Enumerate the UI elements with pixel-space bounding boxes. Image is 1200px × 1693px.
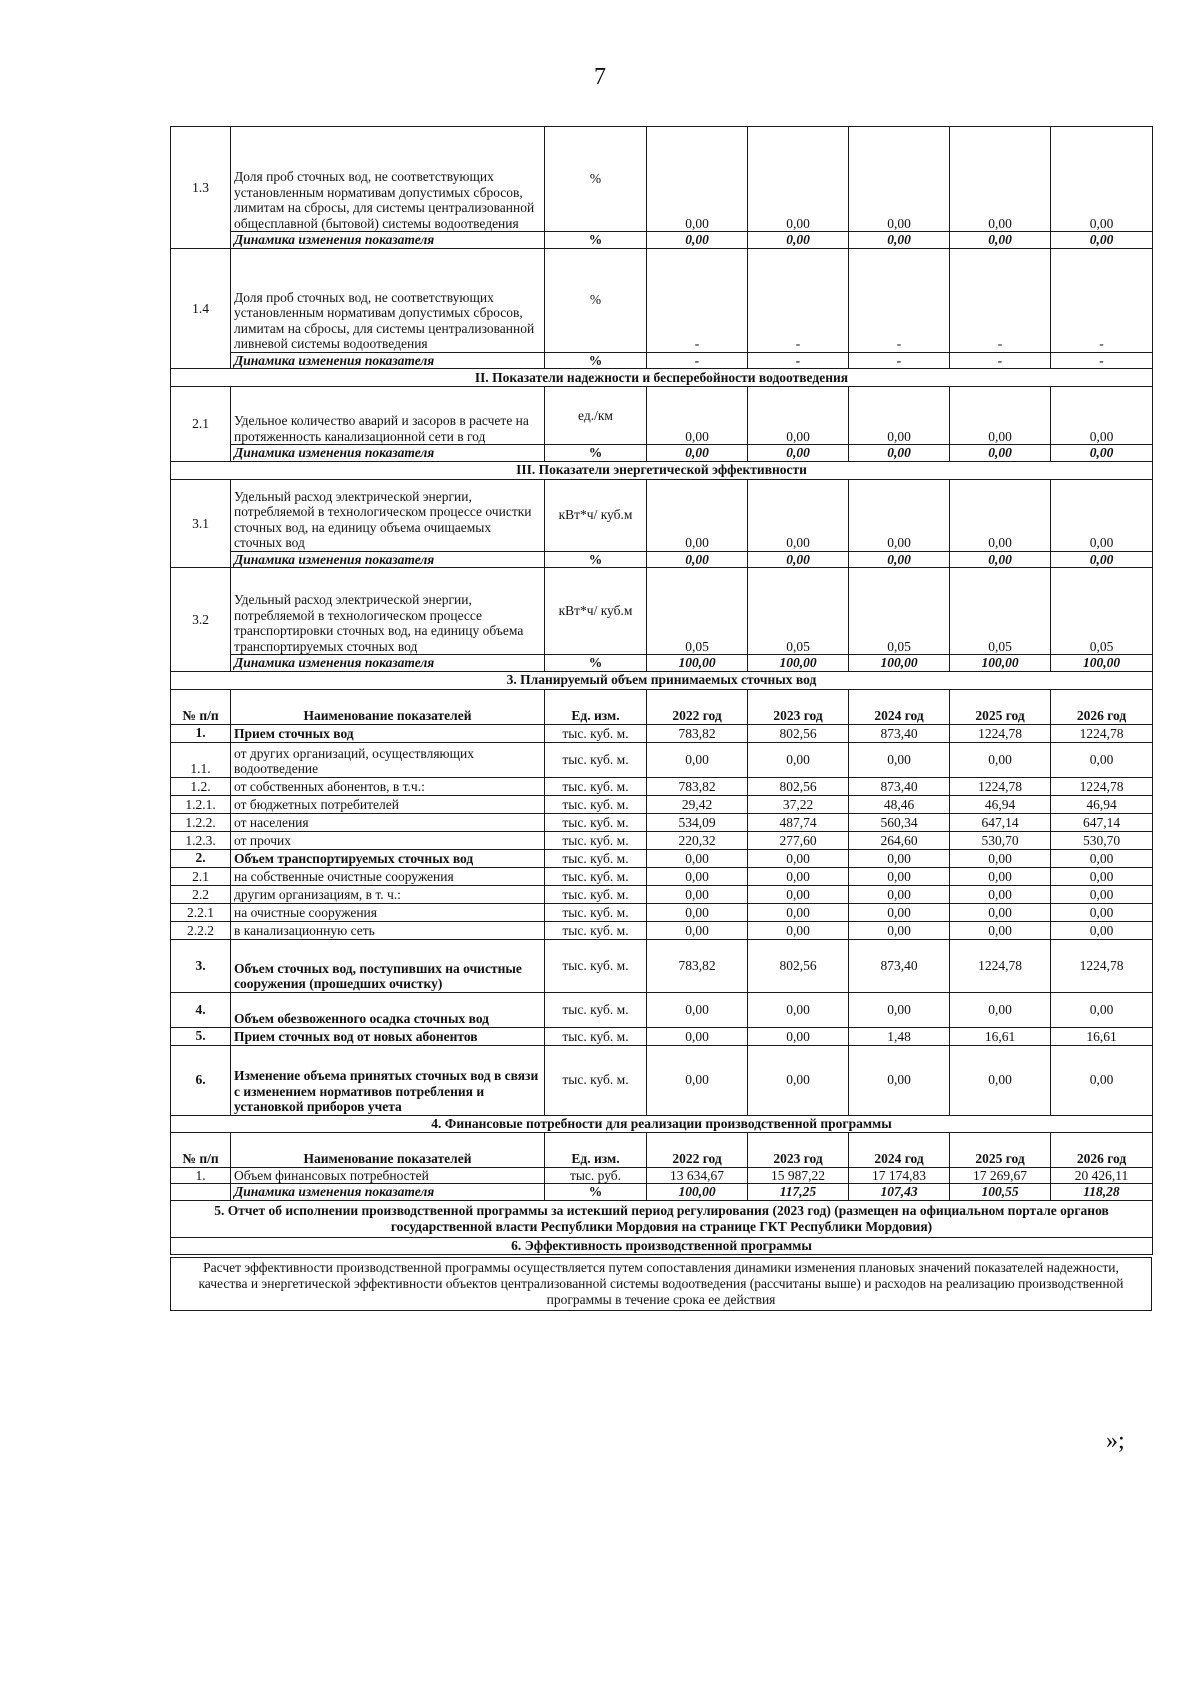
dynamics-value: 0,00 xyxy=(748,445,849,462)
row-value: 0,00 xyxy=(849,885,950,903)
row-value: 0,00 xyxy=(1051,387,1153,445)
row-number: 1.2.2. xyxy=(171,813,231,831)
dynamics-value: 117,25 xyxy=(748,1184,849,1201)
row-value: 0,00 xyxy=(849,742,950,777)
row-value: 1224,78 xyxy=(950,939,1051,992)
dynamics-value: 0,00 xyxy=(1051,445,1153,462)
finance-row xyxy=(171,1167,1153,1184)
dynamics-value: 0,00 xyxy=(647,232,748,249)
row-number: 3. xyxy=(171,939,231,992)
row-value: 0,00 xyxy=(1051,867,1153,885)
row-value: 0,00 xyxy=(950,867,1051,885)
row-number: 6. xyxy=(171,1045,231,1115)
dynamics-value: 0,00 xyxy=(748,232,849,249)
dynamics-row xyxy=(171,655,1153,672)
row-value: 0,00 xyxy=(748,1027,849,1045)
dynamics-value: 100,00 xyxy=(647,655,748,672)
row-value: 16,61 xyxy=(950,1027,1051,1045)
row-value: 20 426,11 xyxy=(1051,1167,1153,1184)
dynamics-value: 100,00 xyxy=(1051,655,1153,672)
row-value: 0,00 xyxy=(849,921,950,939)
row-value: 0,00 xyxy=(950,479,1051,551)
indicator-row xyxy=(171,479,1153,551)
row-label: Доля проб сточных вод, не соответствующих установленным нормативам допустимых сбросов, лимитам на сбросы, для системы централизованной общесплавной (бытовой) системы водоотведения xyxy=(231,127,545,232)
row-unit: тыс. куб. м. xyxy=(545,724,647,742)
row-value: 783,82 xyxy=(647,939,748,992)
volume-row xyxy=(171,939,1153,992)
header-year: 2026 год xyxy=(1051,689,1153,724)
row-value: 17 269,67 xyxy=(950,1167,1051,1184)
row-value: 0,00 xyxy=(950,127,1051,232)
dynamics-value: 0,00 xyxy=(950,232,1051,249)
row-number: 3.1 xyxy=(171,479,231,568)
row-number: 1.2.3. xyxy=(171,831,231,849)
row-value: 0,00 xyxy=(748,921,849,939)
header-no: № п/п xyxy=(171,1132,231,1167)
dynamics-value: 100,55 xyxy=(950,1184,1051,1201)
dynamics-value: - xyxy=(849,352,950,369)
header-year: 2024 год xyxy=(849,689,950,724)
dynamics-row xyxy=(171,352,1153,369)
volume-row xyxy=(171,777,1153,795)
row-unit: тыс. куб. м. xyxy=(545,992,647,1027)
row-value: - xyxy=(1051,248,1153,352)
row-unit: % xyxy=(545,248,647,352)
efficiency-text-box xyxy=(170,1257,1152,1311)
dynamics-value: 0,00 xyxy=(748,551,849,568)
indicator-row xyxy=(171,568,1153,655)
row-unit: ед./км xyxy=(545,387,647,445)
row-value: 0,00 xyxy=(950,992,1051,1027)
row-value: 0,00 xyxy=(748,992,849,1027)
dynamics-value: 100,00 xyxy=(748,655,849,672)
row-unit: тыс. куб. м. xyxy=(545,867,647,885)
row-value: 0,00 xyxy=(748,849,849,867)
row-value: 783,82 xyxy=(647,777,748,795)
row-unit: тыс. куб. м. xyxy=(545,885,647,903)
row-value: 0,00 xyxy=(1051,742,1153,777)
dynamics-value: 100,00 xyxy=(950,655,1051,672)
header-year: 2023 год xyxy=(748,1132,849,1167)
dynamics-label: Динамика изменения показателя xyxy=(231,551,545,568)
row-value: 802,56 xyxy=(748,777,849,795)
dynamics-value: 0,00 xyxy=(1051,232,1153,249)
row-value: 0,00 xyxy=(647,885,748,903)
header-year: 2026 год xyxy=(1051,1132,1153,1167)
row-unit: % xyxy=(545,127,647,232)
dynamics-label: Динамика изменения показателя xyxy=(231,655,545,672)
row-label: другим организациям, в т. ч.: xyxy=(231,885,545,903)
row-value: 0,00 xyxy=(748,742,849,777)
row-value: 0,00 xyxy=(647,742,748,777)
efficiency-text: Расчет эффективности производственной программы осуществляется путем сопоставления динамики изменения плановых значений показателей надежности, качества и энергетической эффективности объектов централизованной системы водоотведения (рассчитаны выше) и расходов на реализацию производственной программы в течение срока ее действия xyxy=(171,1257,1152,1310)
row-value: 0,00 xyxy=(647,479,748,551)
row-unit: тыс. куб. м. xyxy=(545,903,647,921)
header-name: Наименование показателей xyxy=(231,1132,545,1167)
header-unit: Ед. изм. xyxy=(545,1132,647,1167)
row-unit: тыс. руб. xyxy=(545,1167,647,1184)
row-unit: тыс. куб. м. xyxy=(545,831,647,849)
dynamics-value: - xyxy=(647,352,748,369)
row-value: 0,00 xyxy=(849,387,950,445)
row-label: Объем сточных вод, поступивших на очистные сооружения (прошедших очистку) xyxy=(231,939,545,992)
dynamics-value: 0,00 xyxy=(849,445,950,462)
row-label: на очистные сооружения xyxy=(231,903,545,921)
row-value: 0,00 xyxy=(748,387,849,445)
row-value: 0,00 xyxy=(849,903,950,921)
row-value: 0,00 xyxy=(1051,1045,1153,1115)
header-year: 2023 год xyxy=(748,689,849,724)
indicators-table xyxy=(170,126,1153,1255)
row-value: 647,14 xyxy=(950,813,1051,831)
row-value: 0,05 xyxy=(849,568,950,655)
row-label: на собственные очистные сооружения xyxy=(231,867,545,885)
page-number: 7 xyxy=(594,64,606,90)
row-value: 0,00 xyxy=(748,885,849,903)
row-unit: кВт*ч/ куб.м xyxy=(545,479,647,551)
row-value: 0,05 xyxy=(748,568,849,655)
row-value: 647,14 xyxy=(1051,813,1153,831)
section-2-title: II. Показатели надежности и бесперебойности водоотведения xyxy=(171,369,1153,387)
volume-rows xyxy=(171,724,1153,1115)
document-body xyxy=(170,126,1152,1311)
dynamics-value: 0,00 xyxy=(950,445,1051,462)
dynamics-unit: % xyxy=(545,655,647,672)
row-value: 0,00 xyxy=(1051,849,1153,867)
row-unit: тыс. куб. м. xyxy=(545,849,647,867)
row-value: 0,00 xyxy=(647,849,748,867)
row-unit: тыс. куб. м. xyxy=(545,795,647,813)
row-value: 0,00 xyxy=(849,479,950,551)
row-value: 220,32 xyxy=(647,831,748,849)
dynamics-value: 0,00 xyxy=(950,551,1051,568)
section-1-rows xyxy=(171,127,1153,369)
header-unit: Ед. изм. xyxy=(545,689,647,724)
row-value: 0,00 xyxy=(647,387,748,445)
row-value: 0,00 xyxy=(950,387,1051,445)
row-value: 0,00 xyxy=(950,1045,1051,1115)
row-value: 0,00 xyxy=(647,921,748,939)
row-value: 0,00 xyxy=(647,1045,748,1115)
volume-row xyxy=(171,1045,1153,1115)
dynamics-unit: % xyxy=(545,352,647,369)
row-value: 277,60 xyxy=(748,831,849,849)
row-value: 0,00 xyxy=(748,127,849,232)
volume-row xyxy=(171,885,1153,903)
row-label: Удельный расход электрической энергии, потребляемой в технологическом процессе транспортировки сточных вод, на единицу объема транспортируемых сточных вод xyxy=(231,568,545,655)
finance-section-title: 4. Финансовые потребности для реализации производственной программы xyxy=(171,1115,1153,1132)
row-number: 1.2.1. xyxy=(171,795,231,813)
dynamics-row xyxy=(171,232,1153,249)
row-value: 873,40 xyxy=(849,724,950,742)
row-label: Удельное количество аварий и засоров в расчете на протяженность канализационной сети в год xyxy=(231,387,545,445)
row-value: 0,00 xyxy=(950,742,1051,777)
dynamics-value: - xyxy=(950,352,1051,369)
row-label: Объем финансовых потребностей xyxy=(231,1167,545,1184)
dynamics-label: Динамика изменения показателя xyxy=(231,1184,545,1201)
indicator-row xyxy=(171,248,1153,352)
dynamics-value: 100,00 xyxy=(849,655,950,672)
section-3-title: III. Показатели энергетической эффективности xyxy=(171,461,1153,479)
volume-row xyxy=(171,921,1153,939)
row-value: 0,00 xyxy=(748,1045,849,1115)
dynamics-value: 0,00 xyxy=(647,551,748,568)
row-value: - xyxy=(748,248,849,352)
dynamics-unit: % xyxy=(545,551,647,568)
dynamics-label: Динамика изменения показателя xyxy=(231,352,545,369)
row-value: 1224,78 xyxy=(1051,724,1153,742)
header-no: № п/п xyxy=(171,689,231,724)
section-2-rows xyxy=(171,387,1153,462)
row-value: - xyxy=(950,248,1051,352)
volume-row xyxy=(171,903,1153,921)
row-number: 2.2.1 xyxy=(171,903,231,921)
header-name: Наименование показателей xyxy=(231,689,545,724)
row-value: 17 174,83 xyxy=(849,1167,950,1184)
dynamics-value: - xyxy=(1051,352,1153,369)
row-number: 1.1. xyxy=(171,742,231,777)
row-number: 1.4 xyxy=(171,248,231,369)
dynamics-unit: % xyxy=(545,232,647,249)
row-value: 0,00 xyxy=(1051,903,1153,921)
dynamics-label: Динамика изменения показателя xyxy=(231,232,545,249)
row-value: 0,00 xyxy=(849,127,950,232)
row-label: Прием сточных вод xyxy=(231,724,545,742)
row-label: Изменение объема принятых сточных вод в связи с изменением нормативов потребления и установкой приборов учета xyxy=(231,1045,545,1115)
row-value: 0,00 xyxy=(849,867,950,885)
row-label: Прием сточных вод от новых абонентов xyxy=(231,1027,545,1045)
row-value: 0,05 xyxy=(647,568,748,655)
volume-row xyxy=(171,849,1153,867)
row-unit: тыс. куб. м. xyxy=(545,777,647,795)
row-value: 0,00 xyxy=(748,479,849,551)
row-value: 0,00 xyxy=(849,992,950,1027)
row-value: 560,34 xyxy=(849,813,950,831)
row-value: 0,00 xyxy=(1051,992,1153,1027)
row-value: 0,00 xyxy=(1051,885,1153,903)
row-number: 2.1 xyxy=(171,387,231,462)
volume-row xyxy=(171,831,1153,849)
dynamics-value: 107,43 xyxy=(849,1184,950,1201)
row-number: 2.1 xyxy=(171,867,231,885)
row-unit: тыс. куб. м. xyxy=(545,1027,647,1045)
row-number: 3.2 xyxy=(171,568,231,672)
header-year: 2024 год xyxy=(849,1132,950,1167)
header-year: 2022 год xyxy=(647,1132,748,1167)
row-value: 530,70 xyxy=(950,831,1051,849)
finance-dynamics-row xyxy=(171,1184,1153,1201)
row-value: 0,00 xyxy=(748,903,849,921)
dynamics-value: 0,00 xyxy=(647,445,748,462)
row-label: Объем транспортируемых сточных вод xyxy=(231,849,545,867)
row-label: от населения xyxy=(231,813,545,831)
row-value: 534,09 xyxy=(647,813,748,831)
row-value: 873,40 xyxy=(849,939,950,992)
header-year: 2022 год xyxy=(647,689,748,724)
row-value: 783,82 xyxy=(647,724,748,742)
row-unit: тыс. куб. м. xyxy=(545,813,647,831)
dynamics-value: 118,28 xyxy=(1051,1184,1153,1201)
row-value: - xyxy=(647,248,748,352)
row-number: 2. xyxy=(171,849,231,867)
row-number: 4. xyxy=(171,992,231,1027)
volume-row xyxy=(171,992,1153,1027)
row-value: 48,46 xyxy=(849,795,950,813)
indicator-row xyxy=(171,127,1153,232)
row-number: 1.3 xyxy=(171,127,231,249)
header-year: 2025 год xyxy=(950,1132,1051,1167)
header-year: 2025 год xyxy=(950,689,1051,724)
dynamics-value: - xyxy=(748,352,849,369)
row-value: 0,00 xyxy=(647,127,748,232)
row-label: от бюджетных потребителей xyxy=(231,795,545,813)
row-label: от прочих xyxy=(231,831,545,849)
row-number: 5. xyxy=(171,1027,231,1045)
volume-row xyxy=(171,867,1153,885)
row-value: 0,00 xyxy=(950,849,1051,867)
row-value: 802,56 xyxy=(748,939,849,992)
dynamics-value: 0,00 xyxy=(849,232,950,249)
dynamics-row xyxy=(171,551,1153,568)
row-value: 0,00 xyxy=(1051,127,1153,232)
efficiency-section-title: 6. Эффективность производственной программы xyxy=(171,1237,1153,1254)
row-value: 0,00 xyxy=(1051,921,1153,939)
row-unit: тыс. куб. м. xyxy=(545,742,647,777)
row-value: 0,00 xyxy=(849,849,950,867)
row-value: 29,42 xyxy=(647,795,748,813)
row-value: 1224,78 xyxy=(950,724,1051,742)
row-label: в канализационную сеть xyxy=(231,921,545,939)
dynamics-unit: % xyxy=(545,445,647,462)
row-number: 1. xyxy=(171,724,231,742)
row-unit: кВт*ч/ куб.м xyxy=(545,568,647,655)
row-value: 1224,78 xyxy=(1051,777,1153,795)
row-value: 1,48 xyxy=(849,1027,950,1045)
row-value: 37,22 xyxy=(748,795,849,813)
row-value: 0,00 xyxy=(849,1045,950,1115)
row-number: 1.2. xyxy=(171,777,231,795)
report-section: 5. Отчет об исполнении производственной программы за истекший период регулирования (2023 год) (размещен на официальном портале органов государственной власти Республики Мордовия на странице ГКТ Республики Мордовия) xyxy=(171,1200,1153,1237)
volume-row xyxy=(171,795,1153,813)
row-value: 0,00 xyxy=(647,867,748,885)
row-value: 530,70 xyxy=(1051,831,1153,849)
row-value: 264,60 xyxy=(849,831,950,849)
row-label: Удельный расход электрической энергии, потребляемой в технологическом процессе очистки сточных вод, на единицу объема очищаемых сточных вод xyxy=(231,479,545,551)
row-value: 0,00 xyxy=(647,992,748,1027)
row-number: 2.2.2 xyxy=(171,921,231,939)
indicator-row xyxy=(171,387,1153,445)
row-value: 487,74 xyxy=(748,813,849,831)
row-number: 1. xyxy=(171,1167,231,1184)
row-label: от других организаций, осуществляющих водоотведение xyxy=(231,742,545,777)
row-value: 16,61 xyxy=(1051,1027,1153,1045)
volume-section-title: 3. Планируемый объем принимаемых сточных вод xyxy=(171,671,1153,689)
row-value: 15 987,22 xyxy=(748,1167,849,1184)
row-value: 0,00 xyxy=(647,903,748,921)
row-value: 0,00 xyxy=(647,1027,748,1045)
row-label: от собственных абонентов, в т.ч.: xyxy=(231,777,545,795)
row-value: 0,05 xyxy=(950,568,1051,655)
row-value: - xyxy=(849,248,950,352)
volume-row xyxy=(171,1027,1153,1045)
row-value: 0,00 xyxy=(950,885,1051,903)
dynamics-row xyxy=(171,445,1153,462)
row-value: 1224,78 xyxy=(950,777,1051,795)
row-value: 0,00 xyxy=(748,867,849,885)
volume-row xyxy=(171,742,1153,777)
row-value: 0,05 xyxy=(1051,568,1153,655)
dynamics-value: 100,00 xyxy=(647,1184,748,1201)
row-value: 13 634,67 xyxy=(647,1167,748,1184)
row-unit: тыс. куб. м. xyxy=(545,1045,647,1115)
volume-row xyxy=(171,813,1153,831)
row-value: 46,94 xyxy=(1051,795,1153,813)
row-unit: тыс. куб. м. xyxy=(545,921,647,939)
row-label: Доля проб сточных вод, не соответствующих установленным нормативам допустимых сбросов, лимитам на сбросы, для системы централизованной ливневой системы водоотведения xyxy=(231,248,545,352)
row-value: 802,56 xyxy=(748,724,849,742)
row-value: 0,00 xyxy=(950,921,1051,939)
row-label: Объем обезвоженного осадка сточных вод xyxy=(231,992,545,1027)
dynamics-label: Динамика изменения показателя xyxy=(231,445,545,462)
row-unit: тыс. куб. м. xyxy=(545,939,647,992)
closing-mark: »; xyxy=(1106,1428,1125,1454)
row-value: 1224,78 xyxy=(1051,939,1153,992)
volume-header-row xyxy=(171,689,1153,724)
dynamics-value: 0,00 xyxy=(849,551,950,568)
volume-row xyxy=(171,724,1153,742)
row-number: 2.2 xyxy=(171,885,231,903)
dynamics-unit: % xyxy=(545,1184,647,1201)
row-value: 0,00 xyxy=(950,903,1051,921)
row-value: 0,00 xyxy=(1051,479,1153,551)
row-value: 873,40 xyxy=(849,777,950,795)
section-3-rows xyxy=(171,479,1153,671)
dynamics-value: 0,00 xyxy=(1051,551,1153,568)
row-value: 46,94 xyxy=(950,795,1051,813)
finance-header-row xyxy=(171,1132,1153,1167)
